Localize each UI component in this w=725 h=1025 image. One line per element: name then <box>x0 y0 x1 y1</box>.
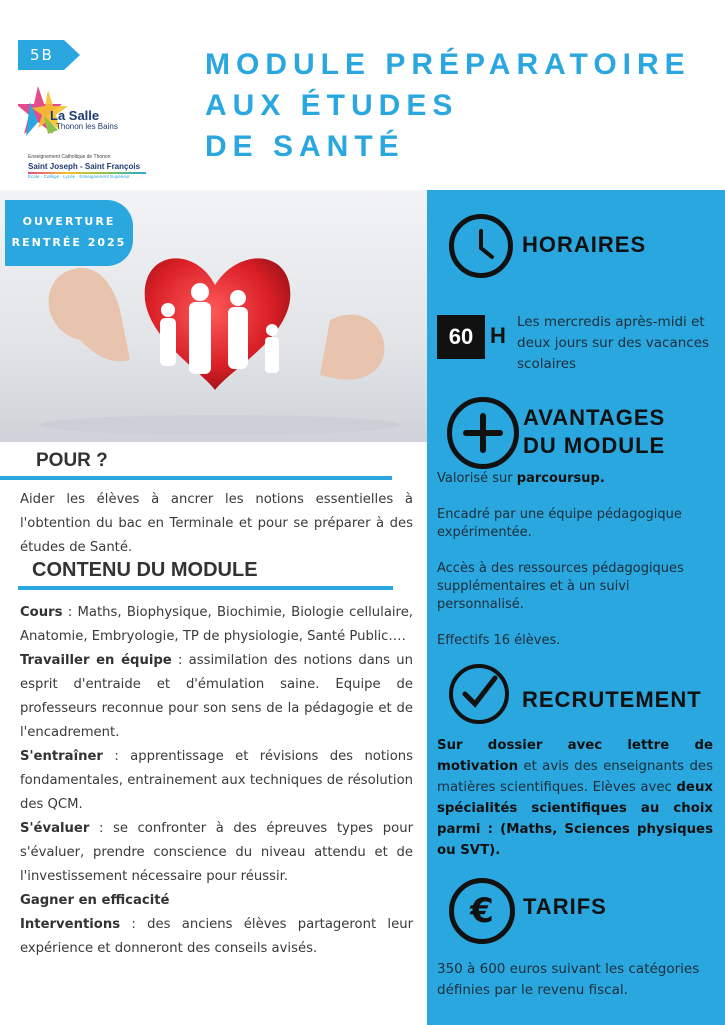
school-logo <box>18 82 148 186</box>
title-line-2: AUX ÉTUDES <box>205 89 459 122</box>
check-icon <box>449 664 509 724</box>
badge-line-1: OUVERTURE <box>22 215 116 228</box>
list-item <box>20 649 413 745</box>
avantages-line-1: AVANTAGES <box>523 405 666 430</box>
page-tag: 5B <box>18 40 64 70</box>
item-label: S'entraîner <box>20 749 103 764</box>
item-label: Interventions <box>20 917 121 932</box>
pour-heading: POUR ? <box>36 450 108 471</box>
contenu-list <box>20 601 413 961</box>
title-line-3: DE SANTÉ <box>205 130 405 163</box>
tarifs-text: 350 à 600 euros suivant les catégories définies par le revenu fiscal. <box>437 961 700 998</box>
item-text: : apprentissage et révisions des notions fondamentales, entrainement aux techniques de résolution des QCM. <box>20 749 413 812</box>
avantages-text <box>437 470 713 650</box>
list-item <box>20 601 413 649</box>
item-text: : assimilation des notions dans un esprit d'entraide et d'émulation saine. Equipe de professeurs reconnue pour son sens de la pédagogie et de l'encadrement. <box>20 653 413 740</box>
logo-line2: Saint Joseph - Saint François <box>28 162 141 171</box>
title-line-1: MODULE PRÉPARATOIRE <box>205 48 691 81</box>
logo-city: Thonon les Bains <box>56 122 118 131</box>
item-label: S'évaluer <box>20 821 90 836</box>
opening-badge <box>5 200 133 266</box>
clock-icon <box>449 214 513 278</box>
avantage-2: Encadré par une équipe pédagogique expérimentée. <box>437 507 682 540</box>
info-panel <box>427 190 725 1025</box>
euro-icon: € <box>449 878 515 944</box>
page-title <box>205 44 691 167</box>
avantages-line-2: DU MODULE <box>523 433 666 458</box>
tarifs-heading: TARIFS <box>523 894 607 919</box>
contenu-rule <box>18 586 393 590</box>
recrutement-text-1: et avis des enseignants des matières scientifiques. Elèves avec <box>437 759 713 795</box>
avantage-4: Effectifs 16 élèves. <box>437 633 561 648</box>
hours-value: 60 <box>437 315 485 359</box>
pour-text: Aider les élèves à ancrer les notions essentielles à l'obtention du bac en Terminale et pour se préparer à des études de Santé. <box>20 492 413 555</box>
list-item <box>20 889 413 913</box>
plus-icon <box>447 397 519 469</box>
item-label: Gagner en efficacité <box>20 893 170 908</box>
avantage-1 <box>437 470 713 488</box>
logo-line3: École · Collège · Lycée · Enseignement Supérieur <box>28 174 130 179</box>
recrutement-bold-1: Sur dossier avec lettre de motivation <box>437 738 713 774</box>
avantage-1-bold: parcoursup. <box>516 471 605 486</box>
logo-line1: Enseignement Catholique de Thonon <box>28 154 111 160</box>
item-text: : des anciens élèves partageront leur expérience et donneront des conseils avisés. <box>20 917 413 956</box>
badge-line-2: RENTRÉE 2025 <box>11 236 127 249</box>
item-label: Travailler en équipe <box>20 653 172 668</box>
pour-rule <box>0 476 392 480</box>
item-label: Cours <box>20 605 63 620</box>
list-item <box>20 817 413 889</box>
recrutement-text <box>437 735 713 861</box>
recrutement-bold-2: deux spécialités scientifiques au choix parmi : (Maths, Sciences physiques ou SVT). <box>437 780 713 858</box>
list-item <box>20 745 413 817</box>
logo-name: La Salle <box>50 108 100 123</box>
horaires-text: Les mercredis après-midi et deux jours sur des vacances scolaires <box>517 314 710 372</box>
avantage-1-prefix: Valorisé sur <box>437 471 517 486</box>
avantages-heading <box>523 404 665 460</box>
horaires-heading: HORAIRES <box>522 232 647 257</box>
item-text: : se confronter à des épreuves types pour s'évaluer, prendre conscience du niveau attendu et de l'investissement nécessaire pour réussir. <box>20 821 413 884</box>
recrutement-heading: RECRUTEMENT <box>522 687 702 712</box>
avantage-3: Accès à des ressources pédagogiques supplémentaires et à un suivi personnalisé. <box>437 561 684 612</box>
item-text: : Maths, Biophysique, Biochimie, Biologie cellulaire, Anatomie, Embryologie, TP de physiologie, Santé Public…. <box>20 605 413 644</box>
list-item <box>20 913 413 961</box>
hours-unit: H <box>490 323 506 348</box>
contenu-heading: CONTENU DU MODULE <box>32 559 258 581</box>
